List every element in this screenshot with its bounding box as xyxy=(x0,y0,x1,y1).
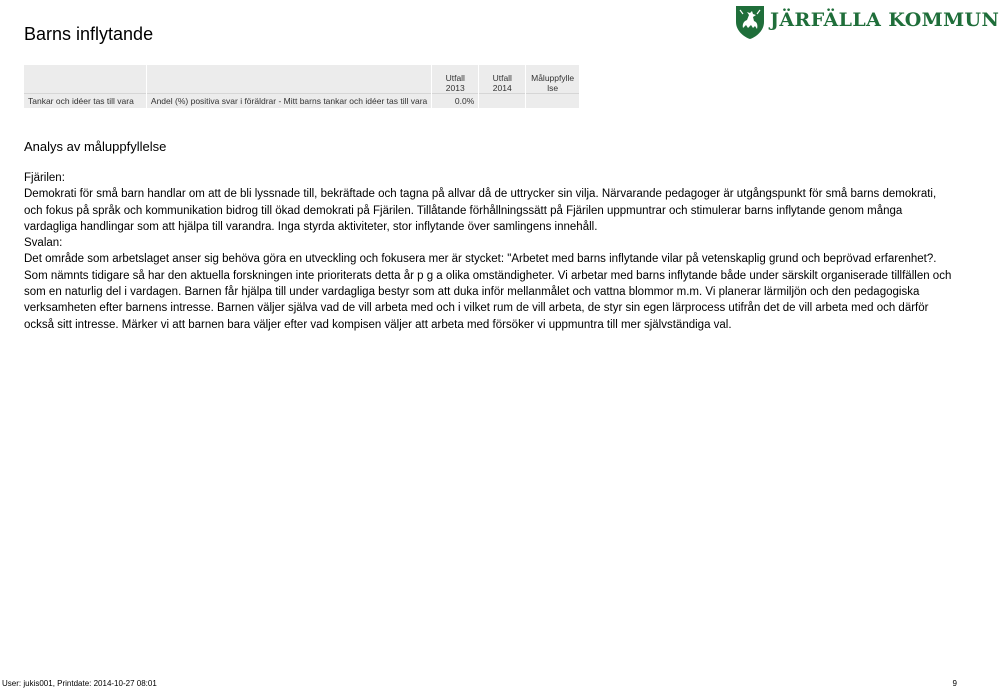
svalan-text: Det område som arbetslaget anser sig behöva göra en utveckling och fokusera mer är stycket: "Arbetet med barns inflytande vilar på vetenskaplig grund och beprövad erfarenhet?. Som nämnts tidigare så har den aktuella forskningen inte prioriterats detta år p g a olika omständigheter. Vi arbetar med barns inflytande både under särskilt organiserade tillfällen och som en naturlig del i vardagen. Barnen får hjälpa till under vardagliga bestyr som att duka inför mellanmålet och vattna blommor m.m. Vi planerar lärmiljön och den pedagogiska verksamheten efter barnens intresse. Barnen väljer själva vad de vill arbeta med och i vilket rum de vill arbeta, de styr sin egen lärprocess utifrån det de vill arbeta med och därför också sitt intresse. Märker vi att barnen bara väljer efter vad kompisen väljer att arbeta med försöker vi uppmuntra till mer självständiga val. xyxy=(24,253,952,331)
cell-indicator: Andel (%) positiva svar i föräldrar - Mitt barns tankar och idéer tas till vara xyxy=(146,94,431,109)
svalan-label: Svalan: xyxy=(24,237,63,250)
logo-text: JÄRFÄLLA KOMMUN xyxy=(770,9,999,31)
cell-utfall-2014 xyxy=(479,94,526,109)
header-col2 xyxy=(146,65,431,94)
footer-print-info: User: jukis001, Printdate: 2014-10-27 08:01 xyxy=(2,679,157,688)
cell-utfall-2013: 0.0% xyxy=(432,94,479,109)
header-utfall-2014: Utfall 2014 xyxy=(479,65,526,94)
cell-goal-name: Tankar och idéer tas till vara xyxy=(24,94,146,109)
cell-maluppfyllelse xyxy=(526,94,580,109)
goal-table xyxy=(24,65,580,108)
coat-of-arms-icon xyxy=(734,4,766,40)
fjarilen-label: Fjärilen: xyxy=(24,172,65,184)
analysis-body xyxy=(24,170,954,333)
jarfalla-kommun-logo xyxy=(734,4,999,40)
page-title: Barns inflytande xyxy=(24,24,154,44)
header-maluppfyllelse: Måluppfylle lse xyxy=(526,65,580,94)
table-header-row xyxy=(24,65,580,94)
footer-page-number: 9 xyxy=(952,679,957,688)
fjarilen-text: Demokrati för små barn handlar om att de bli lyssnade till, bekräftade och tagna på allvar då de uttrycker sin vilja. Närvarande pedagoger är utgångspunkt för små barns demokrati, och fokus på språk och kommunikation bidrog till ökad demokrati på Fjärilen. Tillåtande förhållningssätt på Fjärilen uppmuntrar och stimulerar barns inflytande genom många vardagliga handlingar som att hjälpa till varandra. Inga styrda aktiviteter, stor inflytande över samlingens innehåll. xyxy=(24,188,937,233)
analysis-heading: Analys av måluppfyllelse xyxy=(24,139,167,154)
header-col1 xyxy=(24,65,146,94)
header-utfall-2013: Utfall 2013 xyxy=(432,65,479,94)
table-row xyxy=(24,94,580,109)
